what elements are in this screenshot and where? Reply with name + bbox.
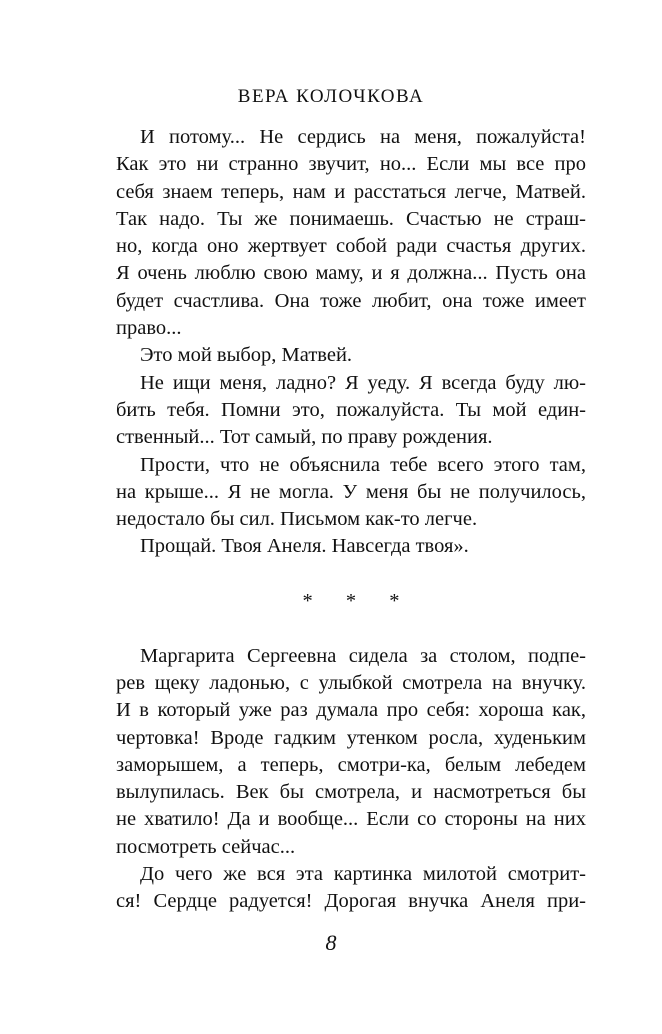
text-line: не хватило! Да и вообще... Если со стороны на них (116, 808, 586, 831)
text-line: рев щеку ладонью, с улыбкой смотрела на внучку. (116, 671, 586, 694)
text-line: Это мой выбор, Матвей. (140, 344, 353, 367)
section-separator: * * * (302, 590, 414, 613)
text-line: До чего же вся эта картинка милотой смотрит- (140, 863, 586, 886)
text-line: Не ищи меня, ладно? Я уеду. Я всегда буду лю- (140, 371, 586, 394)
text-line: чертовка! Вроде гадким утенком росла, худеньким (116, 726, 586, 749)
text-line: И в который уже раз думала про себя: хороша как, (116, 699, 586, 722)
text-line: право... (116, 317, 182, 340)
text-line: ся! Сердце радуется! Дорогая внучка Анеля при- (116, 890, 586, 913)
text-line: недостало бы сил. Письмом как-то легче. (116, 508, 478, 531)
running-header: ВЕРА КОЛОЧКОВА (237, 86, 425, 107)
text-line: Как это ни странно звучит, но... Если мы все про (116, 153, 586, 176)
text-line: Прости, что не объяснила тебе всего этого там, (140, 453, 586, 476)
text-line: Я очень люблю свою маму, и я должна... Пусть она (116, 262, 586, 285)
text-line: посмотреть сейчас... (116, 835, 296, 858)
text-line: ственный... Тот самый, по праву рождения. (116, 426, 493, 449)
spacer (116, 615, 586, 642)
text-line: будет счастлива. Она тоже любит, она тоже имеет (116, 289, 586, 312)
text-line: Прощай. Твоя Анеля. Навсегда твоя». (140, 535, 469, 558)
text-line: вылупилась. Век бы смотрела, и насмотреться бы (116, 781, 586, 804)
page-text (116, 124, 586, 916)
text-line: но, когда оно жертвует собой ради счастья других. (116, 235, 586, 258)
spacer (116, 561, 586, 588)
text-line: себя знаем теперь, нам и расстаться легче, Матвей. (116, 180, 586, 203)
text-line: заморышем, а теперь, смотри-ка, белым лебедем (116, 753, 586, 776)
text-line: бить тебя. Помни это, пожалуйста. Ты мой един- (116, 398, 586, 421)
page-number: 8 (325, 930, 337, 955)
text-line: на крыше... Я не могла. У меня бы не получилось, (116, 480, 586, 503)
text-line: Так надо. Ты же понимаешь. Счастью не страш- (116, 207, 586, 230)
text-line: И потому... Не сердись на меня, пожалуйста! (140, 126, 586, 148)
text-line: Маргарита Сергеевна сидела за столом, подпе- (140, 644, 586, 667)
